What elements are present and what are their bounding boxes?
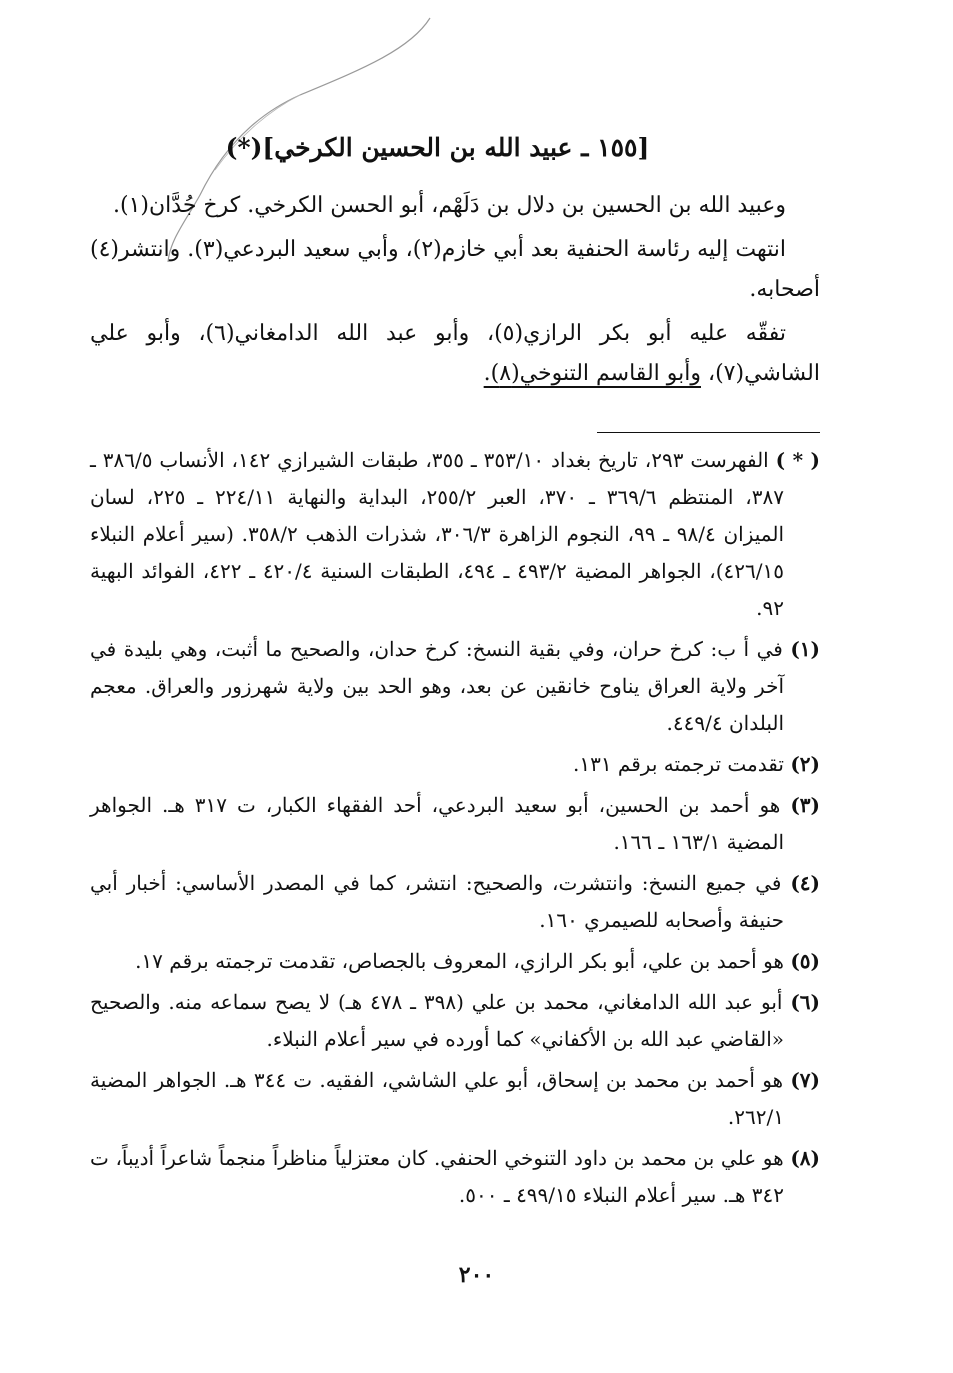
- footnote-star: [90, 442, 820, 627]
- footnote-marker: (٣): [790, 793, 820, 817]
- footnote-2: [90, 746, 820, 783]
- footnote-marker: (٦): [790, 990, 820, 1014]
- footnote-3: [90, 787, 820, 861]
- footnote-text: أبو عبد الله الدامغاني، محمد بن علي (٣٩٨ ـ ٤٧٨ هـ) لا يصح سماعه منه. والصحيح «القاضي عبد الله بن الأكفاني» كما أورده في سير أعلام النبلاء.: [90, 990, 784, 1051]
- footnote-1: [90, 631, 820, 742]
- underlined-phrase: وأبو القاسم التنوخي(٨).: [483, 361, 701, 386]
- page-number: ٢٠٠: [458, 1262, 495, 1288]
- footnote-text: هو علي بن محمد بن داود التنوخي الحنفي. كان معتزلياً مناظراً منجماً شاعراً أديباً، ت ٣٤٢ هـ. سير أعلام النبلاء ٤٩٩/١٥ ـ ٥٠٠.: [90, 1146, 784, 1207]
- footnote-text: هو أحمد بن علي، أبو بكر الرازي، المعروف بالجصاص، تقدمت ترجمته برقم ١٧.: [135, 949, 784, 973]
- footnote-text: في أ ب: كرخ حران، وفي بقية النسخ: كرخ حدان، والصحيح ما أثبت، وهي بليدة في آخر ولاية العراق يناوح خانقين عن بعد، وهو الحد بين ولاية شهرزور والعراق. معجم البلدان ٤٤٩/٤.: [90, 637, 784, 735]
- body-paragraph-1: وعبيد الله بن الحسين بن دلال بن دَلَهْم، أبو الحسن الكرخي. كرخ جُدَّان(١).: [113, 193, 786, 218]
- footnote-marker: (١): [790, 637, 820, 661]
- body-paragraph-3-text: تفقّه عليه أبو بكر الرازي(٥)، وأبو عبد الله الدامغاني(٦)، وأبو علي الشاشي(٧)،: [90, 321, 820, 386]
- footnote-marker: (٥): [790, 949, 820, 973]
- footnote-5: [90, 943, 820, 980]
- footnote-7: [90, 1062, 820, 1136]
- body-paragraph-2: انتهت إليه رئاسة الحنفية بعد أبي خازم(٢)، وأبي سعيد البردعي(٣). وانتشر(٤) أصحابه.: [90, 237, 820, 302]
- footnote-marker: ( * ): [775, 448, 821, 472]
- footnote-text: تقدمت ترجمته برقم ١٣١.: [572, 752, 784, 776]
- footnote-6: [90, 984, 820, 1058]
- entry-title: [١٥٥ ـ عبيد الله بن الحسين الكرخي](*): [225, 133, 650, 162]
- footnote-marker: (٤): [790, 871, 821, 895]
- footnote-marker: (٨): [790, 1146, 821, 1170]
- footnote-marker: (٢): [790, 752, 820, 776]
- footnote-8: [90, 1140, 820, 1214]
- footnote-4: [90, 865, 820, 939]
- footnote-text: في جميع النسخ: وانتشرت، والصحيح: انتشر، كما في المصدر الأساسي: أخبار أبي حنيفة وأصحابه للصيمري ١٦٠.: [90, 871, 784, 932]
- footnote-marker: (٧): [790, 1068, 821, 1092]
- footnote-separator: [597, 432, 820, 433]
- body-paragraph-3: [90, 314, 820, 394]
- footnote-text: هو أحمد بن الحسين، أبو سعيد البردعي، أحد الفقهاء الكبار، ت ٣١٧ هـ. الجواهر المضية ١٦٣/١ ـ ١٦٦.: [90, 793, 784, 854]
- entry-body: [90, 186, 820, 398]
- footnote-text: الفهرست ٢٩٣، تاريخ بغداد ٣٥٣/١٠ ـ ٣٥٥، طبقات الشيرازي ١٤٢، الأنساب ٣٨٦/٥ ـ ٣٨٧، المنتظم ٣٦٩/٦ ـ ٣٧٠، العبر ٢٥٥/٢، البداية والنهاية ٢٢٤/١١ ـ ٢٢٥، لسان الميزان ٩٨/٤ ـ ٩٩، النجوم الزاهرة ٣٠٦/٣، شذرات الذهب ٣٥٨/٢. (سير أعلام النبلاء ٤٢٦/١٥)، الجواهر المضية ٤٩٣/٢ ـ ٤٩٤، الطبقات السنية ٤٢٠/٤ ـ ٤٢٢، الفوائد البهية ٩٢.: [90, 448, 785, 620]
- footnotes: [90, 442, 820, 1218]
- footnote-text: هو أحمد بن محمد بن إسحاق، أبو علي الشاشي، الفقيه. ت ٣٤٤ هـ. الجواهر المضية ٢٦٢/١.: [90, 1068, 784, 1129]
